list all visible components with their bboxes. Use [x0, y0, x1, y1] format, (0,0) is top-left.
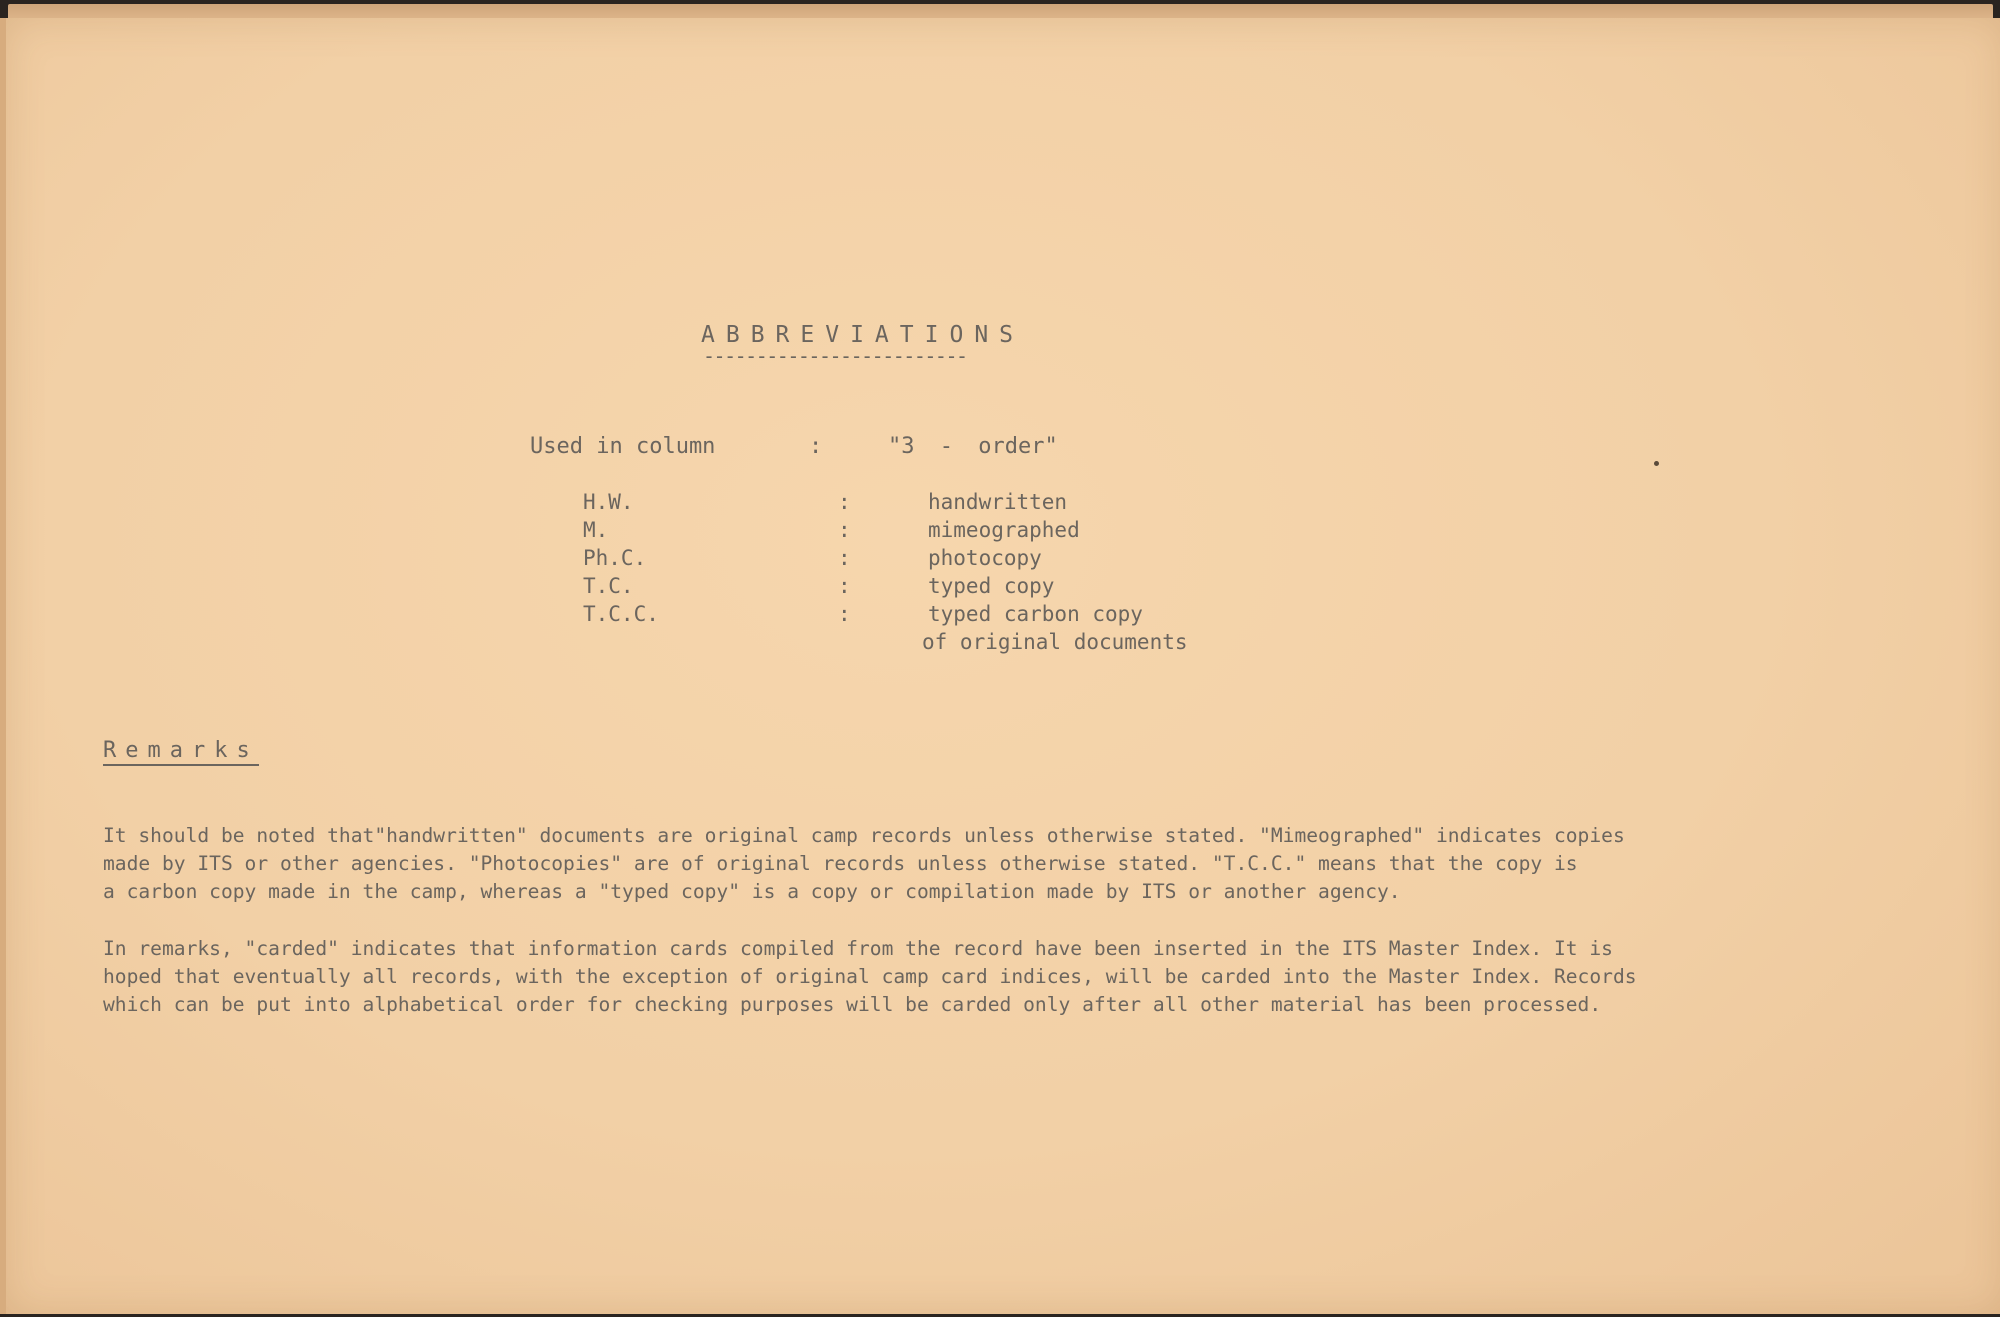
- abbreviation-colon: :: [838, 518, 851, 542]
- abbreviation-row: [583, 574, 1343, 602]
- abbreviation-meaning: typed carbon copy: [928, 602, 1143, 626]
- abbreviation-meaning: mimeographed: [928, 518, 1080, 542]
- remarks-heading: Remarks: [103, 738, 259, 766]
- abbreviation-meaning: photocopy: [928, 546, 1042, 570]
- paragraph-line: made by ITS or other agencies. "Photocopies" are of original records unless otherwise stated. "T.C.C." means that the copy is: [103, 852, 1578, 875]
- abbreviation-row: [583, 518, 1343, 546]
- abbreviation-row: [583, 490, 1343, 518]
- abbreviation-code: H.W.: [583, 490, 634, 514]
- abbreviation-row: [583, 546, 1343, 574]
- abbreviation-colon: :: [838, 546, 851, 570]
- abbreviation-code: M.: [583, 518, 609, 542]
- abbreviation-code: Ph.C.: [583, 546, 647, 570]
- document-sheet: [0, 18, 2000, 1314]
- abbreviation-colon: :: [838, 490, 851, 514]
- abbreviation-continuation-row: [583, 630, 1343, 658]
- paragraph-line: It should be noted that"handwritten" documents are original camp records unless otherwise stated. "Mimeographed" indicates copies: [103, 824, 1625, 847]
- paragraph-line: In remarks, "carded" indicates that information cards compiled from the record have been inserted in the ITS Master Index. It is: [103, 937, 1613, 960]
- abbreviation-code: T.C.: [583, 574, 634, 598]
- paragraph-line: a carbon copy made in the camp, whereas a "typed copy" is a copy or compilation made by ITS or another agency.: [103, 880, 1401, 903]
- used-in-column-colon: :: [809, 434, 823, 459]
- used-in-column-value: "3 - order": [888, 434, 1058, 459]
- abbreviation-colon: :: [838, 574, 851, 598]
- abbreviation-meaning: typed copy: [928, 574, 1055, 598]
- abbreviation-continuation: of original documents: [922, 630, 1188, 654]
- abbreviation-meaning: handwritten: [928, 490, 1068, 514]
- abbreviation-list: [583, 490, 1343, 658]
- abbreviation-colon: :: [838, 602, 851, 626]
- page-title: ABBREVIATIONS: [701, 322, 1025, 348]
- used-in-column-label: Used in column: [530, 434, 716, 459]
- paper-speck: [1654, 461, 1659, 466]
- remarks-paragraph-1: [103, 822, 1883, 906]
- abbreviation-row: [583, 602, 1343, 630]
- paragraph-line: hoped that eventually all records, with the exception of original camp card indices, will be carded into the Master Index. Records: [103, 965, 1637, 988]
- title-underline: -------------------------: [703, 344, 967, 368]
- paragraph-line: which can be put into alphabetical order for checking purposes will be carded only after all other material has been processed.: [103, 993, 1602, 1016]
- abbreviation-code: T.C.C.: [583, 602, 659, 626]
- remarks-paragraph-2: [103, 935, 1883, 1019]
